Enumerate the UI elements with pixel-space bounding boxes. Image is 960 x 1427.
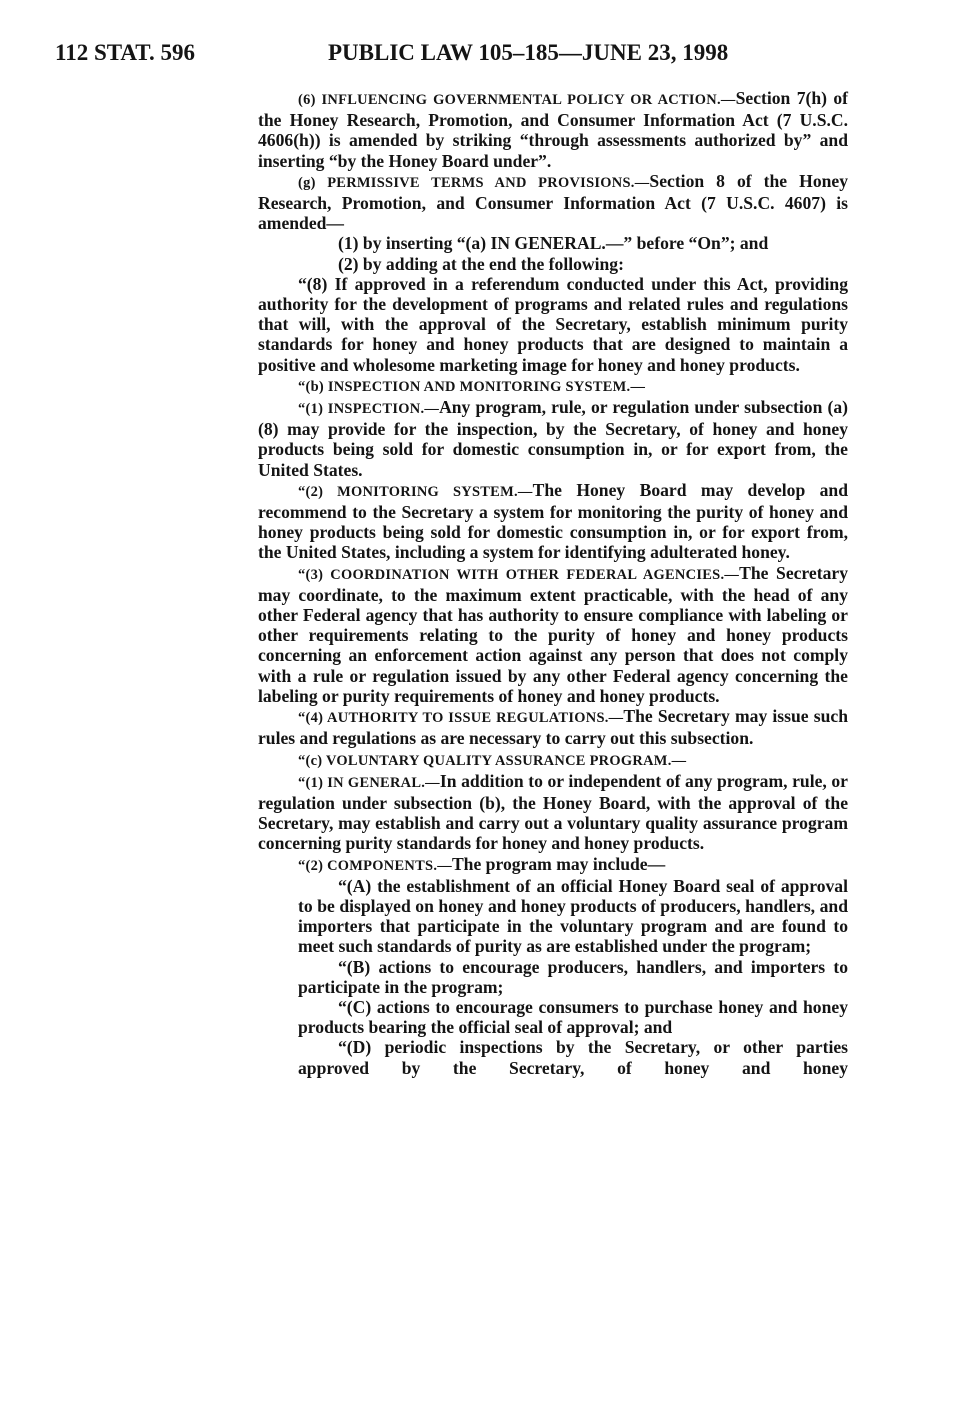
paragraph-inspection xyxy=(258,397,848,480)
paragraph-heading: “(1) IN GENERAL.— xyxy=(298,774,440,791)
paragraph-text: Section 7(h) of the Honey Research, Promotion, and Consumer Information Act (7 U.S.C. 4606(h)) is amended by striking “through assessments authorized by” and inserting “by the Honey Board under”. xyxy=(258,88,849,171)
paragraph-heading: “(b) INSPECTION AND MONITORING SYSTEM.— xyxy=(298,378,646,395)
paragraph-subsection-b xyxy=(258,375,848,397)
paragraph-component-b xyxy=(258,957,848,997)
paragraph-text: “(8) If approved in a referendum conducted under this Act, providing authority for the development of programs and related rules and regulations that will, with the approval of the Secretary, establish minimum purity standards for honey and honey products that are designed to maintain a positive and wholesome marketing image for honey and honey products. xyxy=(258,273,848,375)
paragraph-in-general xyxy=(258,771,848,854)
paragraph-heading: “(4) AUTHORITY TO ISSUE REGULATIONS.— xyxy=(298,710,624,727)
paragraph-component-a xyxy=(258,876,848,957)
public-law-title: PUBLIC LAW 105–185—JUNE 23, 1998 xyxy=(328,40,729,65)
paragraph-text: The Honey Board may develop and recommend to the Secretary a system for monitoring the purity of honey and honey products being sold for domestic consumption in, or for export from, the United States, including a system for identifying adulterated honey. xyxy=(258,479,848,563)
paragraph-components xyxy=(258,854,848,876)
paragraph-heading: “(c) VOLUNTARY QUALITY ASSURANCE PROGRAM.— xyxy=(298,752,687,769)
paragraph-subsection-a8 xyxy=(258,274,848,375)
paragraph-text: “(B) actions to encourage producers, handlers, and importers to participate in the program; xyxy=(298,956,848,997)
paragraph-text: “(C) actions to encourage consumers to purchase honey and honey products bearing the official seal of approval; and xyxy=(298,996,848,1038)
paragraph-monitoring-system xyxy=(258,480,848,563)
paragraph-text: “(A) the establishment of an official Honey Board seal of approval to be displayed on honey and honey products of producers, handlers, and importers that participate in the voluntary program and are found to meet such standards of purity as are established under the program; xyxy=(298,875,848,957)
paragraph-text: Section 8 of the Honey Research, Promotion, and Consumer Information Act (7 U.S.C. 4607) is amended— xyxy=(258,170,849,234)
paragraph-text: “(D) periodic inspections by the Secretary, or other parties approved by the Secretary, of honey and honey xyxy=(298,1037,848,1078)
paragraph-component-d xyxy=(258,1037,848,1077)
paragraph-heading: “(1) INSPECTION.— xyxy=(298,401,440,418)
paragraph-heading: (g) PERMISSIVE TERMS AND PROVISIONS.— xyxy=(298,174,650,191)
paragraph-text: The Secretary may issue such rules and regulations as are necessary to carry out this subsection. xyxy=(258,706,848,749)
paragraph-coordination xyxy=(258,563,848,706)
paragraph-heading: “(2) MONITORING SYSTEM.— xyxy=(298,483,533,500)
paragraph-subsection-c xyxy=(258,749,848,771)
paragraph-influencing-policy xyxy=(258,88,848,171)
running-head xyxy=(55,36,875,70)
paragraph-text: The Secretary may coordinate, to the maximum extent practicable, with the head of any other Federal agency that has authority to ensure compliance with labeling or other requirements relating to the purity of honey and honey products concerning an enforcement action against any person that does not comply with a rule or regulation issued by any other Federal agency concerning the labeling or purity requirements of honey and honey products. xyxy=(258,562,848,706)
paragraph-text: (2) by adding at the end the following: xyxy=(338,253,624,274)
statute-reference: 112 STAT. 596 xyxy=(55,40,195,65)
paragraph-item-1 xyxy=(258,233,848,253)
paragraph-component-c xyxy=(258,997,848,1037)
paragraph-authority xyxy=(258,706,848,748)
paragraph-text: Any program, rule, or regulation under subsection (a)(8) may provide for the inspection, by the Secretary, of honey and honey products being sold for domestic consumption in, or for export from, the United States. xyxy=(258,397,849,480)
paragraph-heading: “(3) COORDINATION WITH OTHER FEDERAL AGENCIES.— xyxy=(298,566,740,583)
paragraph-text: The program may include— xyxy=(451,853,666,874)
paragraph-item-2 xyxy=(258,254,848,274)
paragraph-heading: “(2) COMPONENTS.— xyxy=(298,857,452,874)
paragraph-heading: (6) INFLUENCING GOVERNMENTAL POLICY OR ACTION.— xyxy=(298,92,736,108)
statute-body xyxy=(258,88,848,1078)
paragraph-text: In addition to or independent of any program, rule, or regulation under subsection (b), the Honey Board, with the approval of the Secretary, may establish and carry out a voluntary quality assurance program concerning purity standards for honey and honey products. xyxy=(258,770,848,854)
paragraph-permissive-terms xyxy=(258,171,848,234)
paragraph-text: (1) by inserting “(a) IN GENERAL.—” before “On”; and xyxy=(338,233,769,254)
